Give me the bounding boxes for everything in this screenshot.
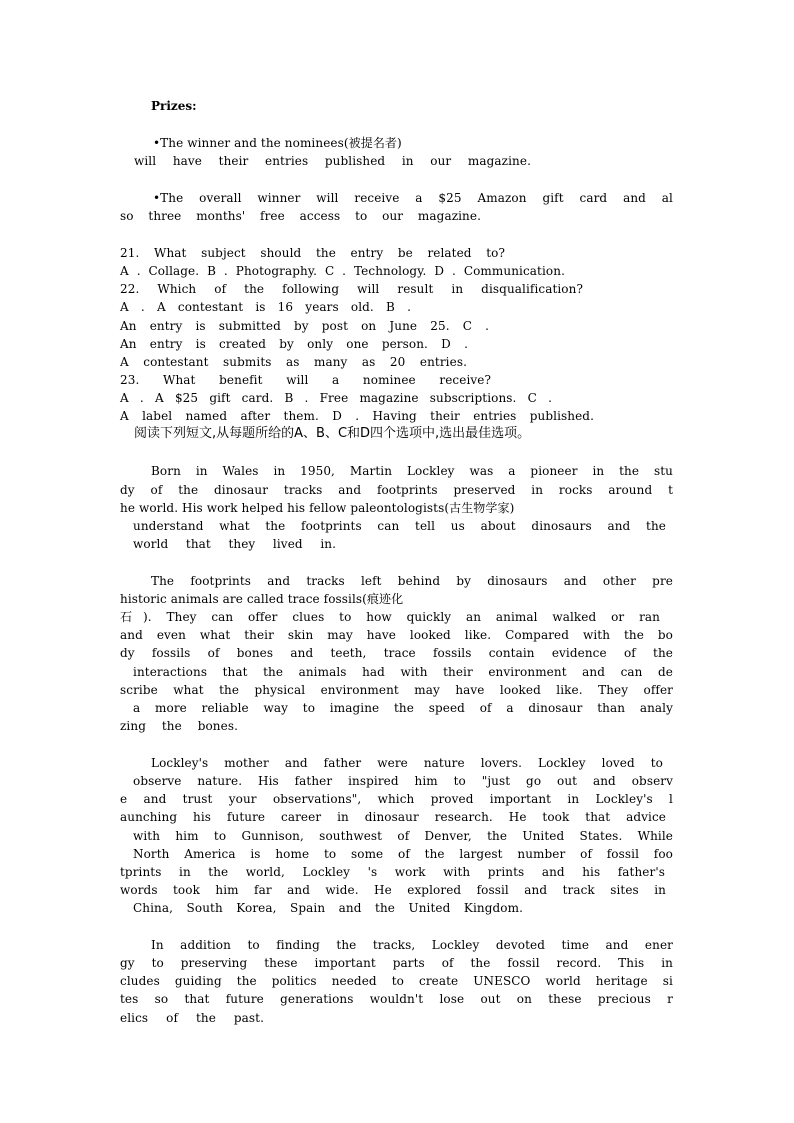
passage-p3-line-2: observe nature. His father inspired him to "just go out and observ <box>133 774 673 788</box>
question-23: 23. What benefit will a nominee receive? <box>120 373 491 387</box>
passage-p2-line-6: interactions that the animals had with their environment and can de <box>133 665 673 679</box>
passage-p1-line-4: understand what the footprints can tell us about dinosaurs and the <box>133 519 666 533</box>
question-23-options-c-d: A label named after them. D . Having their entries published. <box>120 409 594 423</box>
passage-p4-line-1: In addition to finding the tracks, Lockley devoted time and ener <box>151 938 673 952</box>
question-22-option-c: An entry is created by only one person. D . <box>120 337 468 351</box>
passage-p3-line-9: China, South Korea, Spain and the United Kingdom. <box>133 901 523 915</box>
passage-p3-line-4: aunching his future career in dinosaur research. He took that advice <box>120 810 666 824</box>
prize-bullet-2-line-1: •The overall winner will receive a $25 Amazon gift card and al <box>153 191 673 205</box>
question-21: 21. What subject should the entry be related to? <box>120 246 505 260</box>
passage-p2-line-9: zing the bones. <box>120 719 238 733</box>
passage-p3-line-6: North America is home to some of the largest number of fossil foo <box>133 847 673 861</box>
passage-p2-line-3: 石). They can offer clues to how quickly an animal walked or ran <box>120 610 660 624</box>
passage-p3-line-8: words took him far and wide. He explored fossil and track sites in <box>120 883 666 897</box>
passage-p3-line-5: with him to Gunnison, southwest of Denver, the United States. While <box>133 829 673 843</box>
prize-bullet-1-line-2: will have their entries published in our magazine. <box>134 154 531 168</box>
passage-p4-line-4: tes so that future generations wouldn't lose out on these precious r <box>120 992 673 1006</box>
passage-p4-line-5: elics of the past. <box>120 1011 264 1025</box>
passage-p2-line-7: scribe what the physical environment may have looked like. They offer <box>120 683 673 697</box>
prizes-heading: Prizes: <box>151 99 197 113</box>
question-22: 22. Which of the following will result in disqualification? <box>120 282 583 296</box>
passage-p2-line-8: a more reliable way to imagine the speed of a dinosaur than analy <box>133 701 673 715</box>
passage-p2-line-4: and even what their skin may have looked like. Compared with the bo <box>120 628 673 642</box>
passage-p2-line-5: dy fossils of bones and teeth, trace fossils contain evidence of the <box>120 646 673 660</box>
question-22-option-b: An entry is submitted by post on June 25. C . <box>120 319 489 333</box>
passage-p1-line-2: dy of the dinosaur tracks and footprints preserved in rocks around t <box>120 483 673 497</box>
passage-p3-line-1: Lockley's mother and father were nature lovers. Lockley loved to <box>151 756 663 770</box>
question-21-options: A . Collage. B . Photography. C . Technology. D . Communication. <box>120 264 565 278</box>
passage-p2-line-1: The footprints and tracks left behind by dinosaurs and other pre <box>151 574 673 588</box>
passage-p1-line-1: Born in Wales in 1950, Martin Lockley was a pioneer in the stu <box>151 464 673 478</box>
passage-p4-line-2: gy to preserving these important parts of the fossil record. This in <box>120 956 673 970</box>
prize-bullet-2-line-2: so three months' free access to our magazine. <box>120 209 481 223</box>
reading-instruction: 阅读下列短文,从每题所给的A、B、C和D四个选项中,选出最佳选项。 <box>134 426 531 441</box>
passage-p4-line-3: cludes guiding the politics needed to create UNESCO world heritage si <box>120 974 673 988</box>
question-22-option-a: A . A contestant is 16 years old. B . <box>120 300 411 314</box>
passage-p3-line-3: e and trust your observations", which proved important in Lockley's l <box>120 792 673 806</box>
passage-p3-line-7: tprints in the world, Lockley 's work with prints and his father's <box>120 865 665 879</box>
question-22-option-d: A contestant submits as many as 20 entries. <box>120 355 467 369</box>
passage-p1-line-3: he world. His work helped his fellow paleontologists(古生物学家) <box>120 501 515 515</box>
question-23-options-a-b: A . A $25 gift card. B . Free magazine subscriptions. C . <box>120 391 552 405</box>
prize-bullet-1-line-1: •The winner and the nominees(被提名者) <box>153 136 402 150</box>
passage-p1-line-5: world that they lived in. <box>133 537 336 551</box>
passage-p2-line-2: historic animals are called trace fossils(痕迹化 <box>120 592 404 606</box>
